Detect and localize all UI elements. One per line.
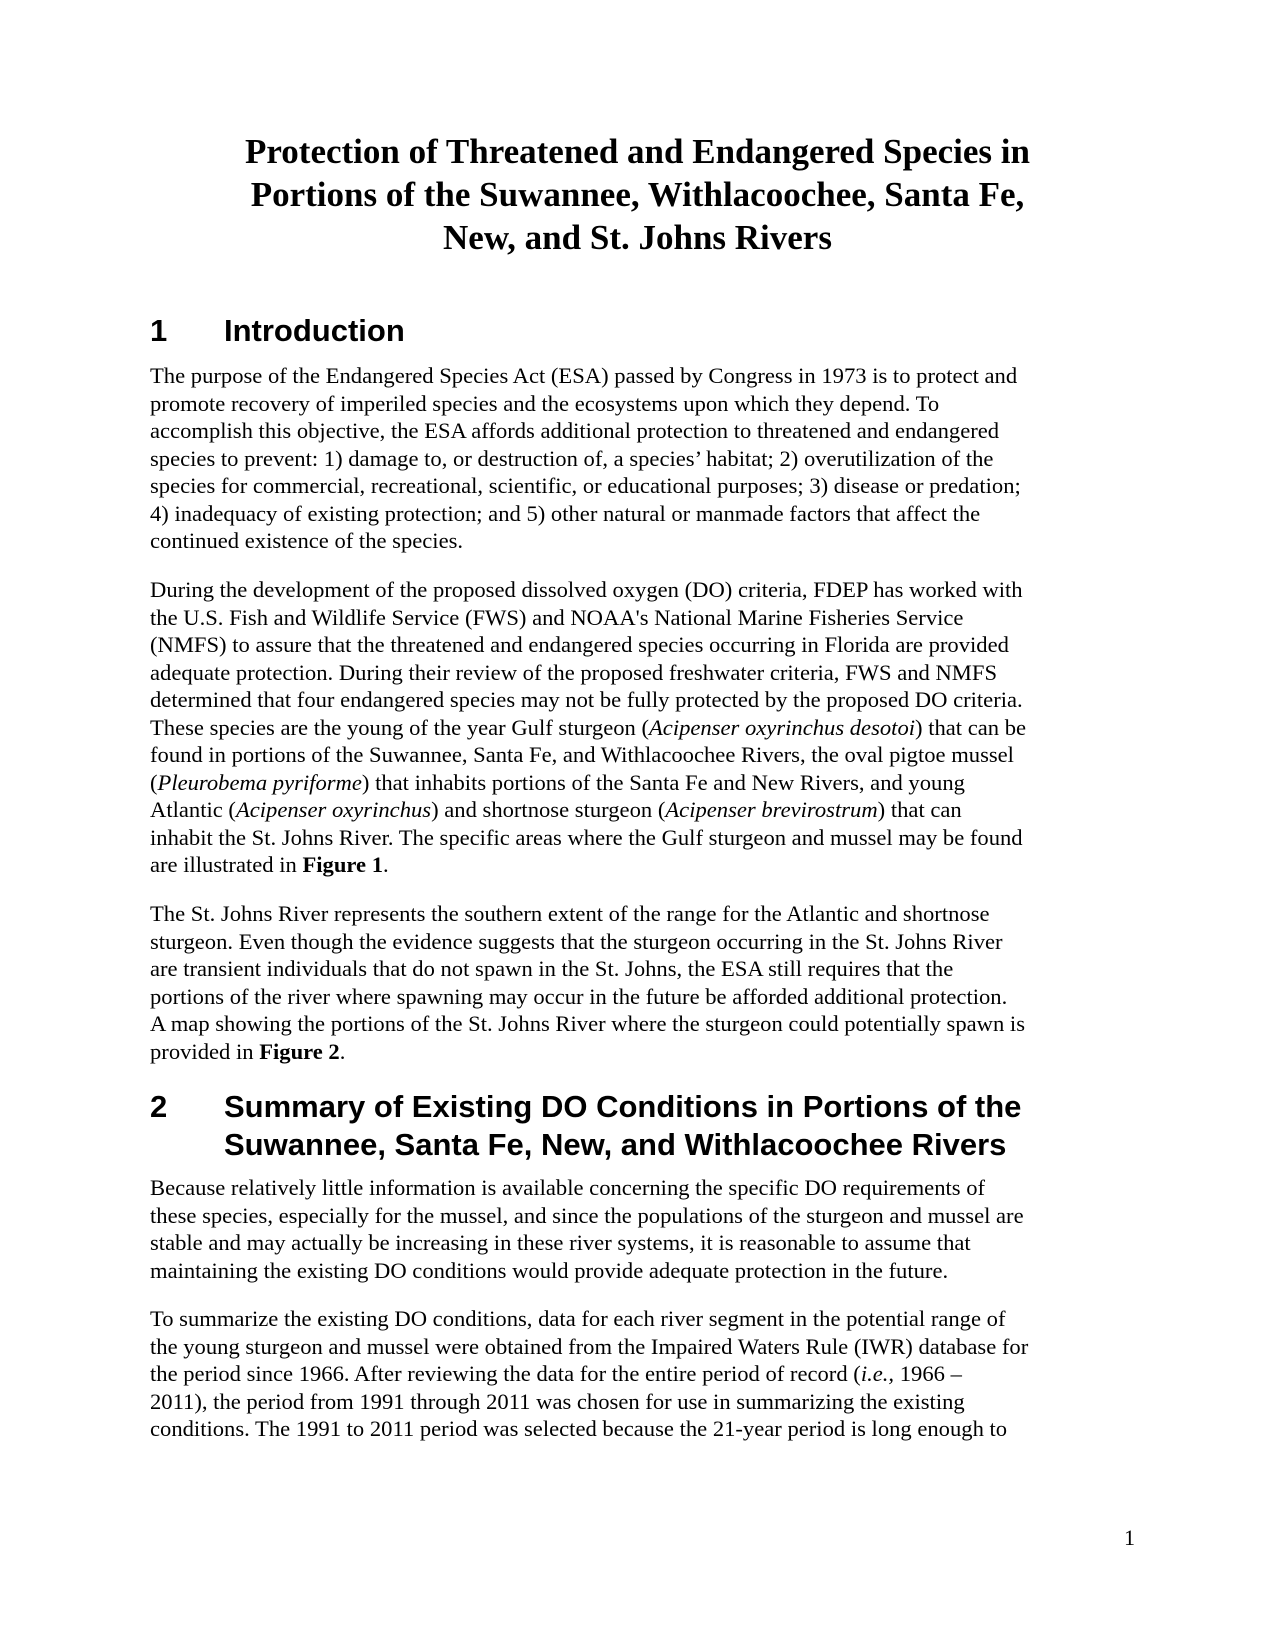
figure-reference: Figure 2 <box>259 1038 340 1064</box>
text-run: 1966 – 2011), the period from 1991 through 2011 was chosen for use in summarizing the existing conditions. The 1991 to 2011 period was selected because the 21-year period is long enough to <box>150 1361 1008 1441</box>
summary-paragraph-2 <box>150 1305 1130 1443</box>
section-1-heading <box>150 312 1125 350</box>
species-name: Acipenser brevirostrum <box>665 797 878 822</box>
species-name: Acipenser oxyrinchus desotoi <box>648 714 916 740</box>
intro-paragraph-2 <box>150 576 1130 879</box>
species-name: Pleurobema pyriforme <box>157 769 362 795</box>
text-run: ) that can inhabit the St. Johns River. The specific areas where the Gulf sturgeon and mussel may be found are illustrated in <box>150 797 1023 877</box>
intro-paragraph-3 <box>150 900 1130 1065</box>
abbreviation: i.e., <box>860 1361 895 1386</box>
text-run: . <box>339 1038 346 1064</box>
section-title: Introduction <box>224 313 405 348</box>
summary-paragraph-1: Because relatively little information is available concerning the specific DO requirements of these species, especially for the mussel, and since the populations of the sturgeon and mussel are stable and may actually be increasing in these river systems, it is reasonable to assume that maintaining the existing DO conditions would provide adequate protection in the future. <box>150 1175 1024 1283</box>
section-2-heading <box>150 1088 1125 1164</box>
species-name: Acipenser oxyrinchus <box>235 797 432 822</box>
text-run: The St. Johns River represents the southern extent of the range for the Atlantic and shortnose sturgeon. Even though the evidence suggests that the sturgeon occurring in the St. Johns River are transient individuals that do not spawn in the St. Johns, the ESA still requires that the portions of the river where spawning may occur in the future be afforded additional protection. A map showing the portions of the St. Johns River where the sturgeon could potentially spawn is provided in <box>150 901 1025 1064</box>
text-run: ) that inhabits portions of the Santa Fe and New Rivers, and young Atlantic ( <box>150 769 965 822</box>
text-run: During the development of the proposed dissolved oxygen (DO) criteria, FDEP has worked with the U.S. Fish and Wildlife Service (FWS) and NOAA's National Marine Fisheries Service (NMFS) to assure that the threatened and endangered species occurring in Florida are provided adequate protection. During their review of the proposed freshwater criteria, FWS and NMFS determined that four endangered species may not be fully protected by the proposed DO criteria. These species are the young of the year Gulf sturgeon ( <box>150 577 1023 740</box>
section-number: 1 <box>150 313 168 348</box>
intro-paragraph-1: The purpose of the Endangered Species Act (ESA) passed by Congress in 1973 is to protect and promote recovery of imperiled species and the ecosystems upon which they depend. To accomplish this objective, the ESA affords additional protection to threatened and endangered species to prevent: 1) damage to, or destruction of, a species’ habitat; 2) overutilization of the species for commercial, recreational, scientific, or educational purposes; 3) disease or predation; 4) inadequacy of existing protection; and 5) other natural or manmade factors that affect the continued existence of the species. <box>150 363 1021 553</box>
text-run: ) that can be found in portions of the Suwannee, Santa Fe, and Withlacoochee Rivers, the oval pigtoe mussel ( <box>150 714 1027 795</box>
document-title: Protection of Threatened and Endangered Species in Portions of the Suwannee, Withlacoochee, Santa Fe, New, and St. Johns Rivers <box>245 132 1030 257</box>
text-run: . <box>383 852 389 877</box>
text-run: To summarize the existing DO conditions, data for each river segment in the potential range of the young sturgeon and mussel were obtained from the Impaired Waters Rule (IWR) database for the period since 1966. After reviewing the data for the entire period of record ( <box>150 1306 1029 1386</box>
section-title: Summary of Existing DO Conditions in Portions of the Suwannee, Santa Fe, New, and Withlacoochee Rivers <box>224 1089 1022 1162</box>
section-number: 2 <box>150 1089 168 1124</box>
page-number: 1 <box>1124 1525 1135 1550</box>
figure-reference: Figure 1 <box>302 852 383 877</box>
text-run: ) and shortnose sturgeon ( <box>431 797 666 822</box>
